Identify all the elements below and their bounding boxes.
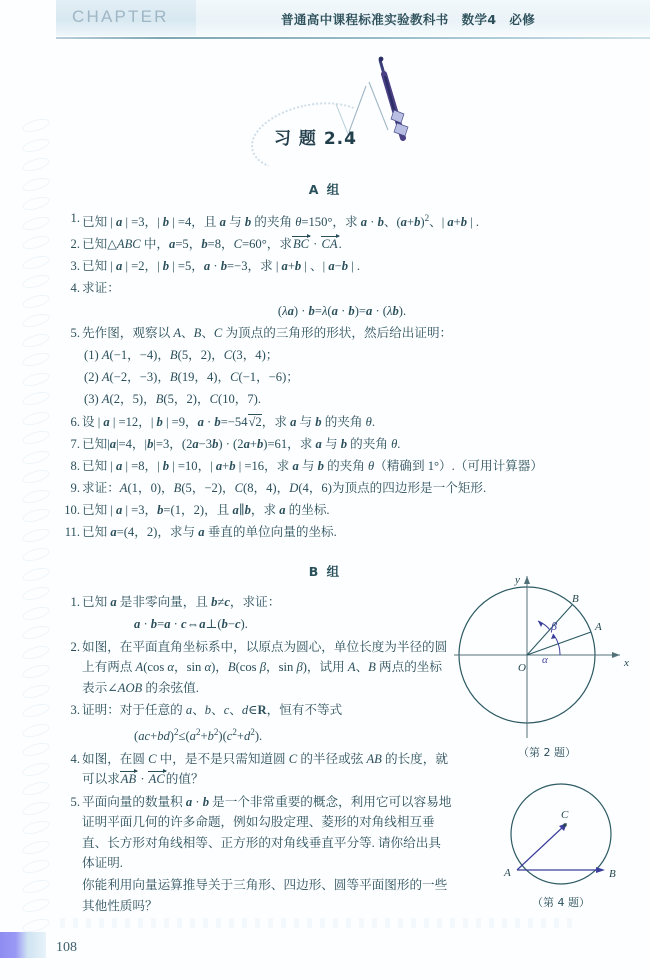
problem-text: 证明：对于任意的 a、b、c、d∈R，恒有不等式 [82,702,343,717]
exercise-title-illustration [248,52,458,157]
problem-item [62,700,452,721]
problem-text: 已知 | a | =3，| b | =4，且 a 与 b 的夹角 θ=150°，求 a · b、$(a+b)^2$、| a+b | . [82,213,480,230]
problem-item [62,500,622,521]
problem-item [62,256,622,277]
problem-number: 1. [70,595,80,609]
problem-text: 已知 | a | =8，| b | =10，| a+b | =16，求 a 与 b 的夹角 θ（精确到 1°）.（可用计算器） [82,458,543,473]
group-a-heading: A 组 [308,182,342,197]
problem-text: 平面向量的数量积 a · b 是一个非常重要的概念，利用它可以容易地证明平面几何的许多命题，例如勾股定理、菱形的对角线相互垂直、长方形对角线相等、正方形的对角线垂直平分等. 请你给出具体证明. [82,794,452,871]
problem-text: (2) A(−2，−3)，B(19，4)，C(−1，−6)； [84,370,299,385]
problem-item [62,592,452,613]
problem-text: 求证： [82,281,120,296]
fig2-angle-beta-label: β [551,619,557,633]
problem-number: 1. [70,211,80,225]
problem-text: 已知 a=(4，2)，求与 a 垂直的单位向量的坐标. [82,525,337,539]
problem-text: 先作图，观察以 A、B、C 为顶点的三角形的形状，然后给出证明： [82,326,453,341]
problem-number: 5. [70,794,80,809]
unit-circle-diagram [452,568,642,743]
problem-number: 11. [64,525,80,539]
problem-item [62,522,622,543]
fig2-x-axis-label: x [624,657,629,669]
problem-number: 3. [70,259,80,274]
spiral-binding-decoration [18,120,52,940]
problem-number: 4. [70,281,80,296]
problem-item [62,412,622,433]
problem-text: 求证：A(1，0)，B(5，−2)，C(8，4)，D(4，6)为顶点的四边形是一个矩形. [82,480,487,495]
problem-text: 设 | a | =12，| b | =9，a · b=−54√2，求 a 与 b 的夹角 θ. [82,414,375,429]
problem-number: 7. [70,436,80,451]
problem-item [62,434,622,455]
problem-item [62,389,622,410]
page-header [56,0,650,40]
problem-text: (λa) · b=λ(a · b)=a · (λb). [277,303,407,318]
problem-text: 已知 a 是非零向量，且 b≠c，求证： [82,595,281,609]
fig2-point-b-label: B [572,593,579,605]
problem-number: 2. [70,639,80,654]
problem-item [62,875,452,916]
problem-item [62,234,622,255]
problem-item [62,792,452,874]
problem-number: 8. [70,458,80,473]
fig4-point-b-label: B [609,868,616,880]
book-title: 普通高中课程标准实验教科书 数学4 必修 [281,12,536,27]
figure-circle-chord [486,782,636,930]
problem-number: 9. [70,480,80,495]
problem-item [62,478,622,499]
problem-text: 你能利用向量运算推导关于三角形、四边形、圆等平面图形的一些其他性质吗？ [82,878,448,913]
problem-item [62,456,622,477]
fig2-origin-label: O [518,662,526,674]
fig2-angle-alpha-label: α [542,654,548,666]
problem-item [62,208,622,233]
problem-number: 10. [64,502,80,517]
fig4-center-label: C [561,809,569,821]
problem-text: 如图，在圆 C 中，是不是只需知道圆 C 的半径或弦 AB 的长度，就可以求AB · AC的值？ [82,751,448,787]
figure-unit-circle [452,568,642,768]
fig4-point-a-label: A [504,867,511,879]
problem-text: 已知|a|=4，|b|=3，(2a−3b) · (2a+b)=61，求 a 与 b 的夹角 θ. [82,436,401,451]
problem-item [62,614,452,635]
chapter-word: CHAPTER [72,7,169,26]
fig2-point-a-label: A [595,621,602,633]
problem-text: 已知 | a | =3，b=(1，2)，且 a∥b，求 a 的坐标. [82,502,330,517]
problem-number: 4. [70,751,80,766]
problem-number: 6. [70,414,80,429]
figure-2-caption: （第 2 题） [518,746,576,759]
problem-number: 5. [70,326,80,341]
problem-text: (3) A(2，5)，B(5，2)，C(10，7). [84,392,262,407]
problem-text: 已知△ABC 中，a=5，b=8，C=60°，求BC · CA. [82,237,342,252]
problem-number: 2. [70,237,80,252]
footer-color-bar [0,932,46,958]
problem-item [62,749,452,790]
problem-item [62,323,622,344]
problem-item [62,637,452,699]
problem-item [62,367,622,388]
problem-text: $(ac+bd)^2\le(a^2+b^2)(c^2+d^2)$. [134,727,263,744]
page-title: 习 题 2.4 [274,129,357,149]
fig2-y-axis-label: y [515,574,520,586]
problem-text: 已知 | a | =2，| b | =5，a · b=−3，求 | a+b | 、| a−b | . [82,259,360,274]
problem-item [62,722,452,747]
problem-text: a · b=a · c⇔a⊥(b−c). [134,617,248,632]
problem-item [62,278,622,299]
header-divider [56,37,650,39]
problem-text: 如图，在平面直角坐标系中，以原点为圆心，单位长度为半径的圆上有两点 A(cos α，sin α)，B(cos β，sin β)，试用 A、B 两点的坐标表示∠AOB 的余弦值. [82,639,448,695]
page-number: 108 [56,940,77,955]
figure-4-caption: （第 4 题） [532,896,590,909]
group-a-problem-list [62,208,622,544]
problem-text: (1) A(−1，−4)，B(5，2)，C(3，4)； [84,348,279,363]
problem-item [62,301,622,322]
problem-item [62,345,622,366]
group-b-heading: B 组 [308,564,342,579]
problem-number: 3. [70,702,80,717]
group-b-problem-list [62,592,452,918]
circle-chord-diagram [486,782,636,894]
